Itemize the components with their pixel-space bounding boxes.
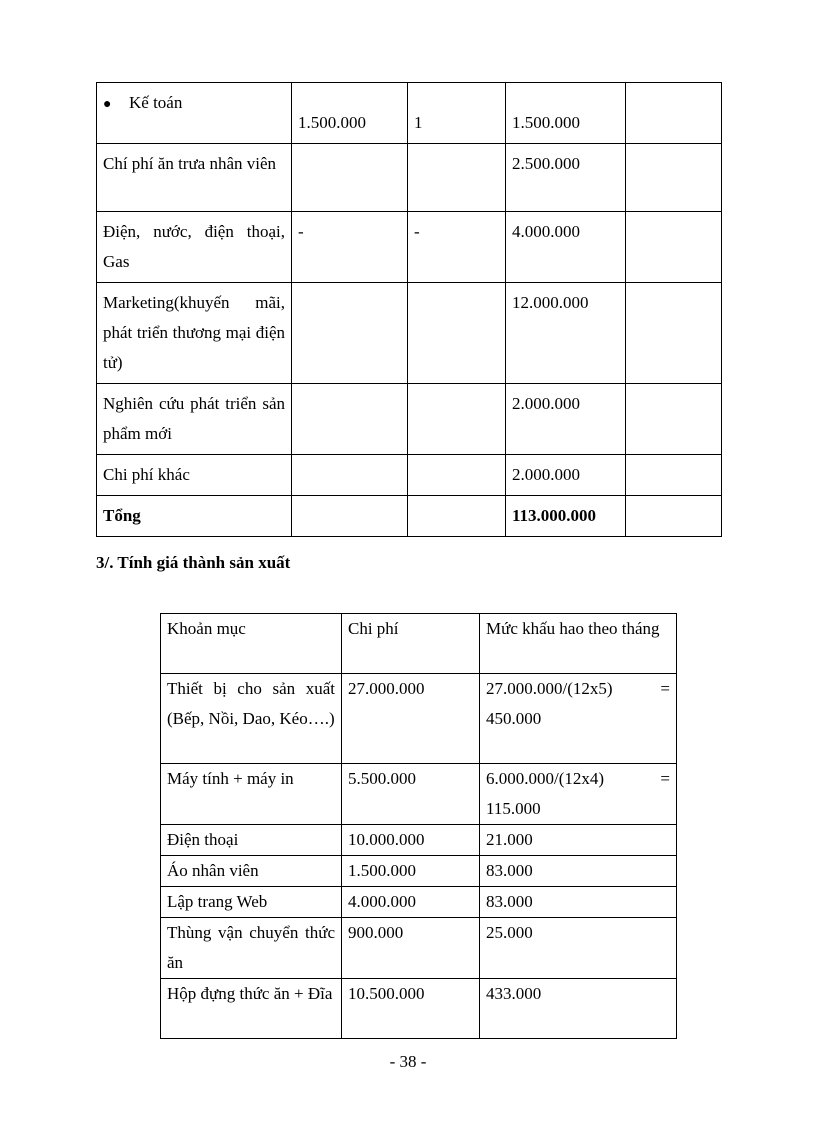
depreciation-cell: 25.000	[480, 918, 677, 979]
item-cell: ● Kế toán	[97, 83, 292, 144]
header-row	[161, 614, 677, 674]
formula-line: 27.000.000/(12x5) =	[486, 679, 670, 698]
table-row	[97, 283, 722, 384]
table-row	[161, 887, 677, 918]
item-cell: Máy tính + máy in	[161, 764, 342, 825]
table-row	[97, 83, 722, 144]
table-row	[97, 212, 722, 283]
total-cell: 1.500.000	[506, 83, 626, 144]
total-cell: 2.000.000	[506, 384, 626, 455]
total-cell: 12.000.000	[506, 283, 626, 384]
table-row	[161, 764, 677, 825]
total-row	[97, 496, 722, 537]
depreciation-cell: 83.000	[480, 856, 677, 887]
qty-cell	[408, 384, 506, 455]
table-row	[161, 918, 677, 979]
total-cell: 2.000.000	[506, 455, 626, 496]
result-line: 450.000	[486, 709, 542, 728]
header-cost: Chi phí	[342, 614, 480, 674]
item-cell: Chi phí khác	[97, 455, 292, 496]
note-cell	[626, 212, 722, 283]
production-cost-table	[160, 613, 677, 1039]
item-cell: Tổng	[97, 496, 292, 537]
cost-cell: 27.000.000	[342, 674, 480, 764]
expense-table	[96, 82, 722, 537]
table-row	[97, 144, 722, 212]
price-cell	[292, 496, 408, 537]
item-cell: Thùng vận chuyển thức ăn	[161, 918, 342, 979]
qty-cell: -	[408, 212, 506, 283]
item-cell: Điện, nước, điện thoại, Gas	[97, 212, 292, 283]
item-cell: Chí phí ăn trưa nhân viên	[97, 144, 292, 212]
cost-cell: 5.500.000	[342, 764, 480, 825]
note-cell	[626, 283, 722, 384]
cost-cell: 10.500.000	[342, 979, 480, 1039]
table-row	[161, 825, 677, 856]
cost-cell: 10.000.000	[342, 825, 480, 856]
qty-cell	[408, 496, 506, 537]
depreciation-cell: 21.000	[480, 825, 677, 856]
header-item: Khoản mục	[161, 614, 342, 674]
table-row	[161, 674, 677, 764]
depreciation-cell: 433.000	[480, 979, 677, 1039]
qty-cell	[408, 455, 506, 496]
item-cell: Hộp đựng thức ăn + Đĩa	[161, 979, 342, 1039]
cost-cell: 4.000.000	[342, 887, 480, 918]
header-depreciation: Mức khấu hao theo tháng	[480, 614, 677, 674]
price-cell: 1.500.000	[292, 83, 408, 144]
item-cell: Marketing(khuyến mãi, phát triển thương mại điện tử)	[97, 283, 292, 384]
depreciation-cell	[480, 764, 677, 825]
table-row	[161, 856, 677, 887]
total-cell: 2.500.000	[506, 144, 626, 212]
item-cell: Áo nhân viên	[161, 856, 342, 887]
total-cell: 4.000.000	[506, 212, 626, 283]
bullet-icon: ●	[103, 97, 112, 112]
item-cell: Nghiên cứu phát triển sản phẩm mới	[97, 384, 292, 455]
section-heading: 3/. Tính giá thành sản xuất	[96, 553, 291, 572]
note-cell	[626, 83, 722, 144]
page-number: - 38 -	[389, 1052, 427, 1071]
price-cell	[292, 144, 408, 212]
depreciation-cell	[480, 674, 677, 764]
cost-cell: 1.500.000	[342, 856, 480, 887]
table-row	[161, 979, 677, 1039]
item-cell: Điện thoại	[161, 825, 342, 856]
total-cell: 113.000.000	[506, 496, 626, 537]
result-line: 115.000	[486, 799, 541, 818]
price-cell	[292, 455, 408, 496]
price-cell	[292, 384, 408, 455]
qty-cell	[408, 283, 506, 384]
qty-cell: 1	[408, 83, 506, 144]
table-row	[97, 384, 722, 455]
qty-cell	[408, 144, 506, 212]
price-cell	[292, 283, 408, 384]
note-cell	[626, 144, 722, 212]
note-cell	[626, 496, 722, 537]
item-cell: Lập trang Web	[161, 887, 342, 918]
depreciation-cell: 83.000	[480, 887, 677, 918]
cost-cell: 900.000	[342, 918, 480, 979]
item-cell: Thiết bị cho sản xuất (Bếp, Nồi, Dao, Kéo….)	[161, 674, 342, 764]
formula-line: 6.000.000/(12x4) =	[486, 769, 670, 788]
table-row	[97, 455, 722, 496]
note-cell	[626, 384, 722, 455]
price-cell: -	[292, 212, 408, 283]
note-cell	[626, 455, 722, 496]
